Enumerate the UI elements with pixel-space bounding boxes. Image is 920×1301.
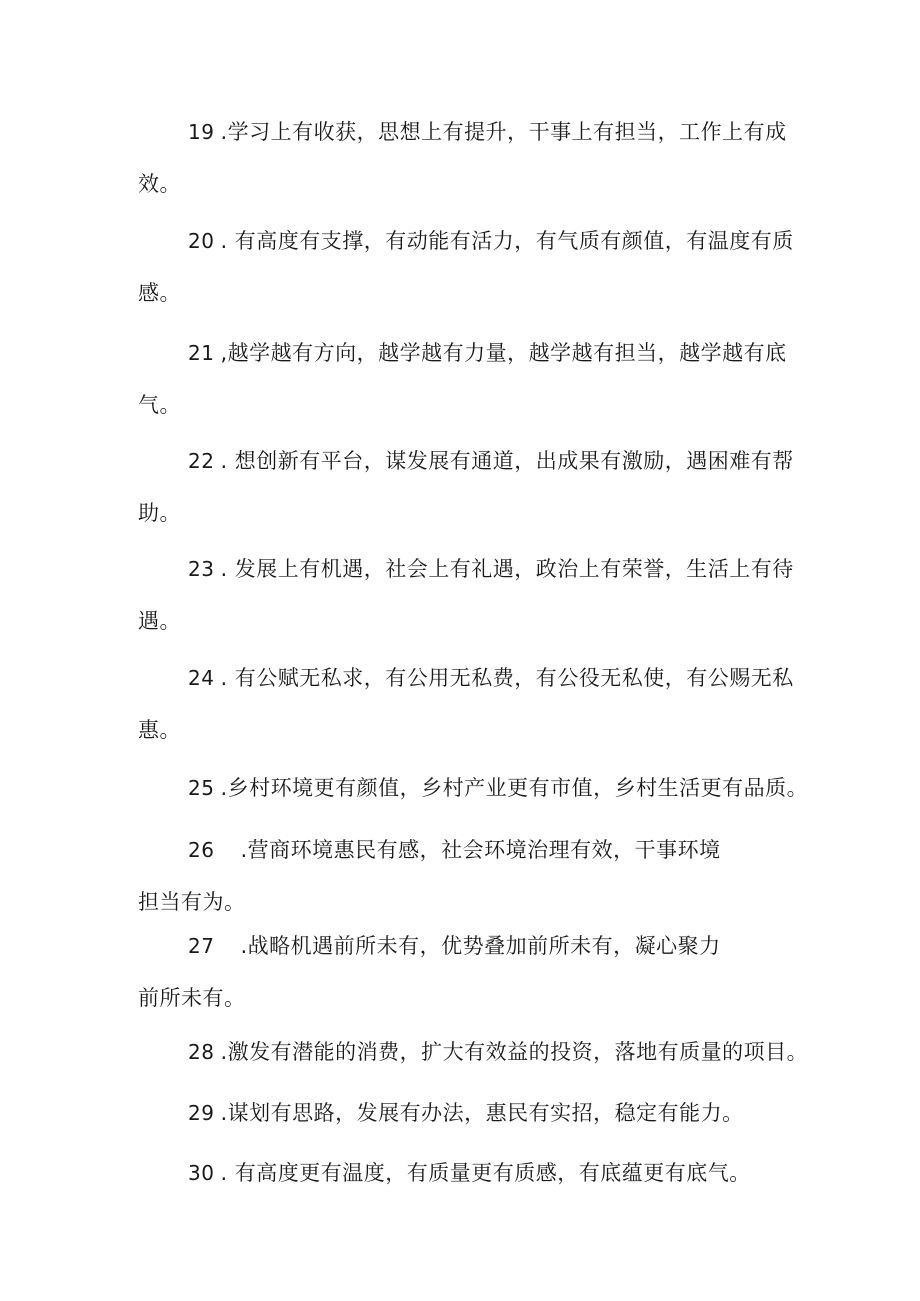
- item-text: .战略机遇前所未有，优势叠加前所未有，凝心聚力: [240, 934, 721, 958]
- list-item: [138, 327, 818, 431]
- item-number: 30: [188, 1161, 215, 1185]
- list-item: [138, 106, 818, 210]
- list-item: [138, 824, 818, 928]
- item-number: 20: [188, 229, 215, 253]
- list-item: [138, 543, 818, 647]
- item-text: .激发有潜能的消费，扩大有效益的投资，落地有质量的项目。: [220, 1040, 809, 1064]
- item-text: .谋划有思路，发展有办法，惠民有实招，稳定有能力。: [220, 1101, 744, 1125]
- item-number: 24: [188, 666, 215, 690]
- item-text-continued: 担当有为。: [138, 890, 246, 914]
- item-text: . 发展上有机遇，社会上有礼遇，政治上有荣誉，生活上有待: [220, 557, 794, 581]
- list-item: [138, 920, 818, 1024]
- item-number: 21: [188, 341, 215, 365]
- item-number: 26: [188, 838, 215, 862]
- item-text: . 想创新有平台，谋发展有通道，出成果有激励，遇困难有帮: [220, 449, 794, 473]
- item-text: .乡村环境更有颜值，乡村产业更有市值，乡村生活更有品质。: [220, 776, 809, 800]
- list-item: [138, 1026, 818, 1078]
- item-text: . 有高度更有温度，有质量更有质感，有底蕴更有底气。: [220, 1161, 751, 1185]
- item-text-continued: 助。: [138, 501, 181, 525]
- item-text: . 有公赋无私求，有公用无私费，有公役无私使，有公赐无私: [220, 666, 794, 690]
- list-item: [138, 652, 818, 756]
- item-text-continued: 遇。: [138, 609, 181, 633]
- item-number: 23: [188, 557, 215, 581]
- item-text: .学习上有收获，思想上有提升，干事上有担当，工作上有成: [220, 120, 787, 144]
- item-number: 19: [188, 120, 215, 144]
- item-number: 29: [188, 1101, 215, 1125]
- list-item: [138, 1147, 818, 1199]
- list-item: [138, 762, 818, 814]
- item-text: . 有高度有支撑，有动能有活力，有气质有颜值，有温度有质: [220, 229, 794, 253]
- item-text-continued: 前所未有。: [138, 986, 246, 1010]
- item-number: 25: [188, 776, 215, 800]
- item-text: .营商环境惠民有感，社会环境治理有效，干事环境: [240, 838, 721, 862]
- item-text-continued: 气。: [138, 393, 181, 417]
- item-number: 28: [188, 1040, 215, 1064]
- item-number: 22: [188, 449, 215, 473]
- item-number: 27: [188, 934, 215, 958]
- item-text: ,越学越有方向，越学越有力量，越学越有担当，越学越有底: [220, 341, 787, 365]
- list-item: [138, 1087, 818, 1139]
- item-text-continued: 效。: [138, 172, 181, 196]
- list-item: [138, 435, 818, 539]
- item-text-continued: 感。: [138, 281, 181, 305]
- item-text-continued: 惠。: [138, 718, 181, 742]
- list-item: [138, 215, 818, 319]
